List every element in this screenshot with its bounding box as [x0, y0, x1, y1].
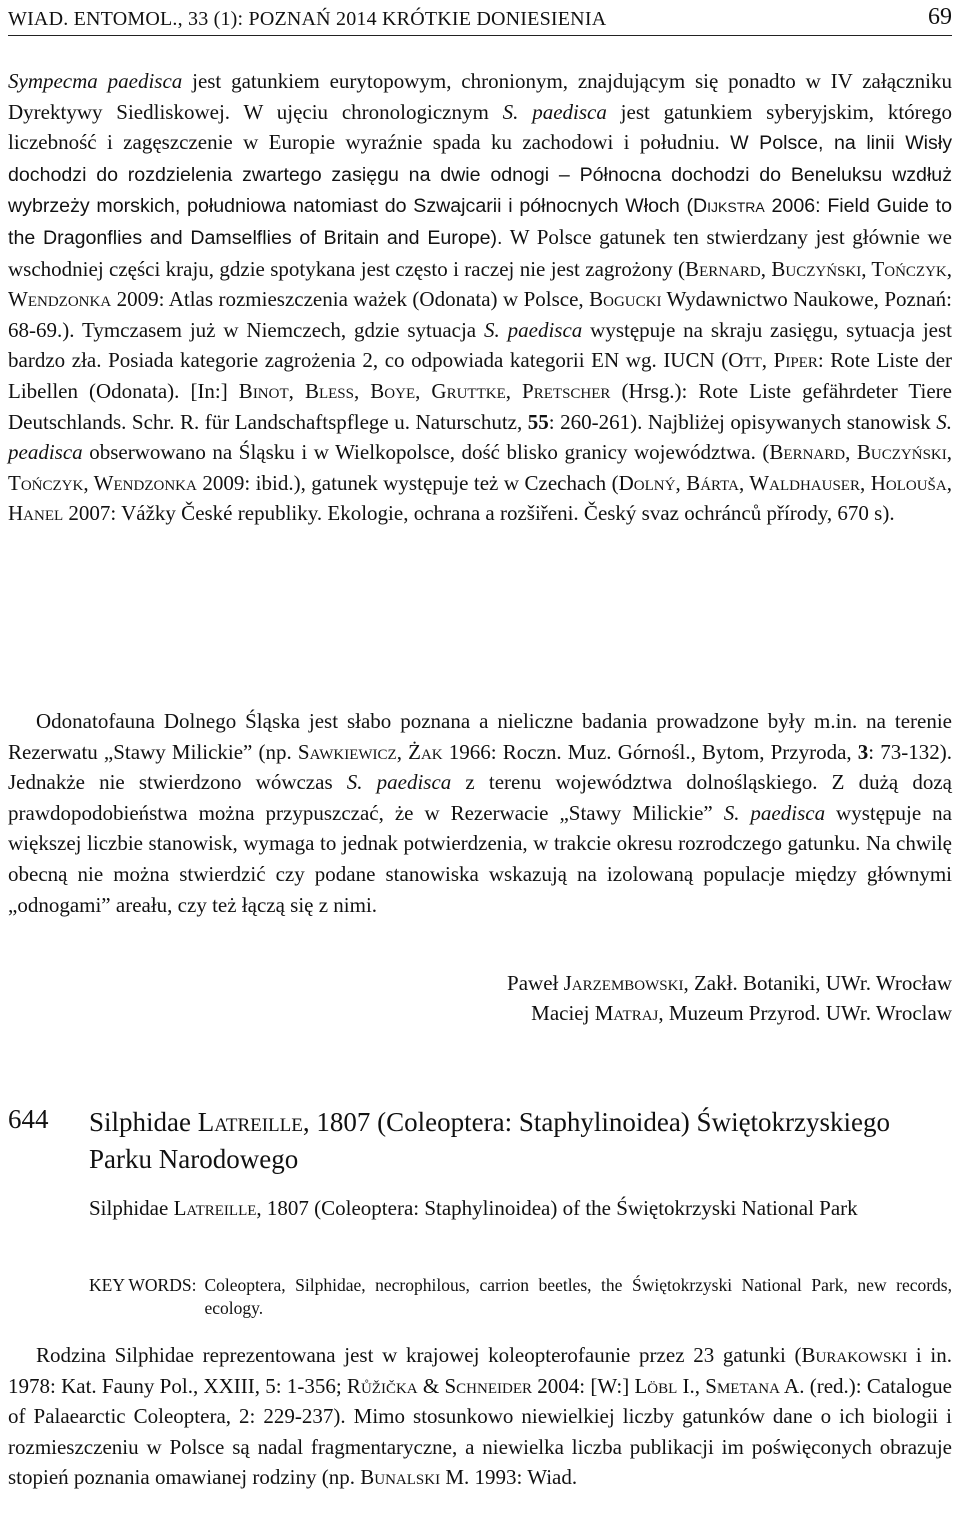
volume-number: 55	[527, 409, 549, 434]
author-name: uczyński	[785, 256, 862, 281]
text: i in. 1978: Kat. Fauny Pol., XXIII, 5: 1-356; R	[8, 1343, 952, 1398]
author-name: urakowski	[815, 1343, 908, 1367]
text: , H	[8, 470, 952, 526]
author-name: chneider	[456, 1373, 532, 1398]
text: I., S	[677, 1373, 717, 1398]
article-title-english	[89, 1193, 952, 1225]
author-name: retscher	[533, 378, 611, 403]
author-name: tt	[743, 348, 762, 373]
text: , Zakł. Botaniki, UWr. Wrocław	[683, 971, 952, 995]
text: , P	[761, 348, 786, 373]
text: Silphidae L	[89, 1196, 187, 1220]
text: Maciej M	[531, 1001, 614, 1025]
author-name: ruttke	[446, 378, 506, 403]
text: W Polsce gatunek ten stwierdzany jest głównie we wschodniej części kraju, gdzie spotykana jest często i raczej nie jest zagrożony (B	[8, 224, 952, 281]
paragraph-silphidae	[8, 1340, 952, 1493]
author-name: ijkstra	[707, 195, 765, 218]
signature-line-2	[531, 998, 952, 1029]
author-name: metana	[716, 1373, 780, 1398]
running-head: WIAD. ENTOMOL., 33 (1): POZNAŃ 2014 KRÓTKIE DONIESIENIA	[8, 8, 607, 30]
text: obserwowano na Śląsku i w Wielkopolsce, dość blisko granicy województwa. (B	[82, 440, 784, 465]
running-header	[8, 2, 952, 36]
text: , T	[8, 440, 953, 495]
species-name: S. peadisca	[8, 409, 952, 465]
text: jest gatunkiem eurytopowym, chronionym, znajdującym się ponadto w IV załączniku Dyrektywy Siedliskowej. W ujęciu chronologicznym	[8, 69, 952, 124]
author-name: ończyk	[20, 470, 84, 495]
author-name: atraj	[613, 1001, 659, 1025]
author-name: endzonka	[27, 287, 112, 312]
species-name: S. paedisca	[723, 800, 826, 825]
text: , B	[845, 440, 871, 465]
volume-number: 3	[857, 739, 869, 764]
text: : Rote Liste der Libellen (Odonata). [In:] B	[8, 348, 953, 403]
species-name: S. paedisca	[484, 317, 583, 342]
text: , B	[288, 378, 319, 403]
author-name: anel	[23, 501, 64, 526]
text: , Ż	[396, 739, 421, 764]
species-name: S. paedisca	[502, 99, 607, 124]
text: 1966: Roczn. Muz. Górnośl., Bytom, Przyroda,	[442, 739, 858, 764]
text: jest gatunkiem syberyjskim, którego liczebność i zagęszczenie w Europie wyraźnie spada ku zachodowi i południu.	[8, 99, 952, 155]
text: (Hrsg.): Rote Liste gefährdeter Tiere Deutschlands. Schr. R. für Landschaftspflege u. Naturschutz,	[8, 378, 952, 434]
author-name: endzonka	[113, 470, 197, 495]
text: 2009: Atlas rozmieszczenia ważek (Odonata) w Polsce, B	[111, 287, 604, 312]
author-name: ogucki	[603, 287, 662, 312]
paragraph-odonatofauna	[8, 706, 952, 920]
author-name: unalski	[374, 1465, 441, 1490]
text: : 260-261). Najbliżej opisywanych stanowisk	[548, 409, 937, 434]
text: 2007: Vážky České republiky. Ekologie, ochrana a rozšiřeni. Český svaz ochránců přírody, 670 s).	[63, 501, 895, 526]
text: Odonatofauna Dolnego Śląska jest słabo poznana a nieliczne badania prowadzone były m.in. na terenie Rezerwatu „Stawy Milickie” (np. S	[8, 709, 952, 764]
author-name: iper	[785, 348, 818, 373]
text: z terenu województwa dolnośląskiego. Z dużą dozą prawdopodobieństwa można przypuszczać, że w Rezerwacie „Stawy Milickie”	[8, 770, 952, 825]
page-number: 69	[928, 4, 952, 30]
text: Silphidae L	[89, 1107, 215, 1137]
key-words-label: KEY WORDS:	[89, 1275, 197, 1295]
signature-line-1	[507, 968, 952, 999]
paragraph-sympecma	[8, 66, 952, 529]
author-name: arzembowski	[571, 971, 684, 995]
text: M. 1993: Wiad.	[440, 1465, 578, 1490]
text: , 1807 (Coleoptera: Staphylinoidea) Świętokrzyskiego Parku Narodowego	[89, 1107, 891, 1174]
author-name: aldhauser	[769, 470, 860, 495]
author-name: olný	[633, 470, 676, 495]
author-name: awkiewicz	[309, 739, 397, 764]
text: , T	[861, 256, 885, 281]
author-name: atreille	[186, 1196, 257, 1220]
author-name: ernard	[783, 440, 846, 465]
text: , W	[83, 470, 114, 495]
key-words	[89, 1274, 952, 1320]
author-name: öbl	[647, 1373, 678, 1398]
author-name: ernard	[699, 256, 761, 281]
text: A. (red.): Catalogue of Palaearctic Coleoptera, 2: 229-237). Mimo stosunkowo niewielkiej liczby gatunków dane o ich biologii i rozmieszczeniu w Polsce są nadal fragmentaryczne, a niewielka liczba publikacji im poświęconych obrazuje stopień poznania omawianej rodziny (np. B	[8, 1373, 952, 1490]
text: , B	[353, 378, 385, 403]
article-title	[89, 1104, 952, 1178]
text: , Muzeum Przyrod. UWr. Wroclaw	[658, 1001, 952, 1025]
author-name: ůžička	[360, 1373, 418, 1398]
text: 2004: [W:] L	[531, 1373, 648, 1398]
text: Paweł J	[507, 971, 572, 995]
text: & S	[417, 1373, 457, 1398]
key-words-text: Coleoptera, Silphidae, necrophilous, carrion beetles, the Świętokrzyski National Park, new records, ecology.	[204, 1275, 952, 1318]
author-name: uczyński	[870, 440, 947, 465]
text: , B	[675, 470, 701, 495]
text: , W	[8, 256, 953, 312]
text: W Polsce, na linii Wisły dochodzi do rozdzielenia zwartego zasięgu na dwie odnogi – Północna dochodzi do Beneluksu wzdłuż wybrzeży morskich, południowa natomiast do Szwajcarii i północnych Włoch (D	[8, 132, 952, 218]
text: , W	[738, 470, 770, 495]
author-name: ończyk	[884, 256, 947, 281]
author-name: inot	[252, 378, 289, 403]
species-name: Sympecma paedisca	[8, 69, 183, 93]
species-name: S. paedisca	[346, 770, 452, 795]
text: występuje na większej liczbie stanowisk, wymaga to jednak potwierdzenia, w trakcie okresu rozrodczego gatunku. Na chwilę obecną nie można stwierdzić czy podane stanowiska wskazują na izolowaną populacje między głównymi „odnogami” areału, czy też łączą się z nimi.	[8, 800, 952, 917]
text: 2009: ibid.), gatunek występuje też w Czechach (D	[196, 470, 634, 495]
author-name: olouša	[885, 470, 947, 495]
author-name: less	[318, 378, 354, 403]
text: 2006: Field Guide to the Dragonflies and Damselflies of Britain and Europe).	[8, 195, 952, 249]
author-name: ak	[420, 739, 443, 764]
text: występuje na skraju zasięgu, sytuacja jest bardzo zła. Posiada kategorie zagrożenia 2, co odpowiada kategorii EN wg. IUCN (O	[8, 317, 952, 373]
article-number: 644	[8, 1104, 49, 1134]
author-name: oye	[384, 378, 416, 403]
text: Wydawnictwo Naukowe, Poznań: 68-69.). Tymczasem już w Niemczech, gdzie sytuacja	[8, 287, 952, 342]
text: , H	[859, 470, 886, 495]
text: , G	[415, 378, 447, 403]
text: , B	[760, 256, 786, 281]
text: , 1807 (Coleoptera: Staphylinoidea) of the Świętokrzyski National Park	[256, 1196, 858, 1220]
text: : 73-132). Jednakże nie stwierdzono wówczas	[8, 739, 953, 795]
author-name: atreille	[214, 1107, 303, 1137]
text: , P	[505, 378, 534, 403]
author-name: árta	[700, 470, 739, 495]
text: Rodzina Silphidae reprezentowana jest w krajowej koleopterofaunie przez 23 gatunki (B	[36, 1343, 816, 1367]
